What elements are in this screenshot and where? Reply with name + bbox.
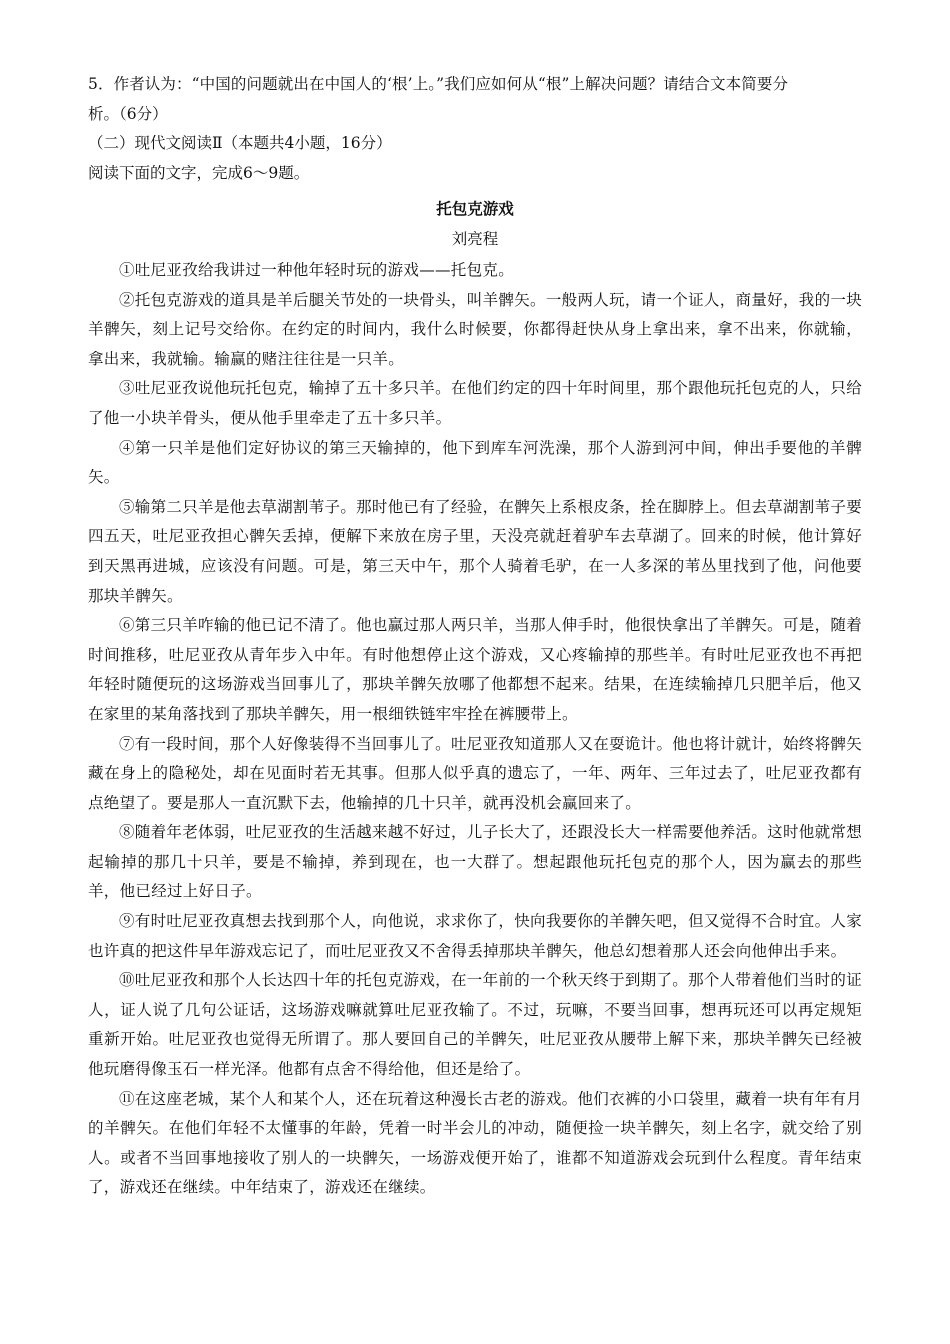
paragraph-4: ④第一只羊是他们定好协议的第三天输掉的，他下到库车河洗澡，那个人游到河中间，伸出手要他的羊髀矢。 [88,438,862,487]
paragraph-9: ⑨有时吐尼亚孜真想去找到那个人，向他说，求求你了，快向我要你的羊髀矢吧，但又觉得不合时宜。人家也许真的把这件早年游戏忘记了，而吐尼亚孜又不舍得丢掉那块羊髀矢，他总幻想着那人还会向他伸出手来。 [88,912,862,960]
section-heading: （二）现代文阅读Ⅱ（本题共4小题，16分） [88,134,392,152]
paragraph-10: ⑩吐尼亚孜和那个人长达四十年的托包克游戏，在一年前的一个秋天终于到期了。那个人带着他们当时的证人，证人说了几句公证话，这场游戏嘛就算吐尼亚孜输了。不过，玩嘛，不要当回事，想再玩还可以再定规矩重新开始。吐尼亚孜也觉得无所谓了。那人要回自己的羊髀矢，吐尼亚孜从腰带上解下来，那块羊髀矢已经被他玩磨得像玉石一样光泽。他都有点舍不得给他，但还是给了。 [88,971,862,1079]
paragraph-5: ⑤输第二只羊是他去草湖割苇子。那时他已有了经验，在髀矢上系根皮条，拴在脚脖上。但去草湖割苇子要四五天，吐尼亚孜担心髀矢丢掉，便解下来放在房子里，天没亮就赶着驴车去草湖了。回来的时候，他计算好到天黑再进城，应该没有问题。可是，第三天中午，那个人骑着毛驴，在一人多深的苇丛里找到了他，问他要那块羊髀矢。 [88,497,862,605]
reading-instruction: 阅读下面的文字，完成6～9题。 [88,163,310,182]
paragraph-6: ⑥第三只羊咋输的他已记不清了。他也赢过那人两只羊，当那人伸手时，他很快拿出了羊髀矢。可是，随着时间推移，吐尼亚孜从青年步入中年。有时他想停止这个游戏，又心疼输掉的那些羊。有时吐尼亚孜也不再把年轻时随便玩的这场游戏当回事儿了，那块羊髀矢放哪了他都想不起来。结果，在连续输掉几只肥羊后，他又在家里的某角落找到了那块羊髀矢，用一根细铁链牢牢拴在裤腰带上。 [88,616,862,723]
paragraph-2: ②托包克游戏的道具是羊后腿关节处的一块骨头，叫羊髀矢。一般两人玩，请一个证人，商量好，我的一块羊髀矢，刻上记号交给你。在约定的时间内，我什么时候要，你都得赶快从身上拿出来，拿不出来，你就输，拿出来，我就输。输赢的赌注往往是一只羊。 [88,290,862,368]
article-title: 托包克游戏 [436,199,514,218]
article-body [88,256,862,1203]
question-5-text: 5．作者认为：“中国的问题就出在中国人的‘根’上。”我们应如何从“根”上解决问题？请结合文本简要分析。（6分） [88,75,788,123]
paragraph-11: ⑪在这座老城，某个人和某个人，还在玩着这种漫长古老的游戏。他们衣裤的小口袋里，藏着一块有年有月的羊髀矢。在他们年轻不太懂事的年龄，凭着一时半会儿的冲动，随便捡一块羊髀矢，刻上名字，就交给了别人。或者不当回事地接收了别人的一块髀矢，一场游戏便开始了，谁都不知道游戏会玩到什么程度。青年结束了，游戏还在继续。中年结束了，游戏还在继续。 [88,1089,862,1197]
paragraph-7: ⑦有一段时间，那个人好像装得不当回事儿了。吐尼亚孜知道那人又在耍诡计。他也将计就计，始终将髀矢藏在身上的隐秘处，却在见面时若无其事。但那人似乎真的遗忘了，一年、两年、三年过去了，吐尼亚孜都有点绝望了。要是那人一直沉默下去，他输掉的几十只羊，就再没机会赢回来了。 [88,734,862,812]
paragraph-3: ③吐尼亚孜说他玩托包克，输掉了五十多只羊。在他们约定的四十年时间里，那个跟他玩托包克的人，只给了他一小块羊骨头，便从他手里牵走了五十多只羊。 [88,379,862,427]
paragraph-1: ①吐尼亚孜给我讲过一种他年轻时玩的游戏——托包克。 [119,261,515,279]
article-author: 刘亮程 [451,230,499,248]
document-page [88,70,862,1203]
question-5 [88,70,788,129]
paragraph-8: ⑧随着年老体弱，吐尼亚孜的生活越来越不好过，儿子长大了，还跟没长大一样需要他养活。这时他就常想起输掉的那几十只羊，要是不输掉，养到现在，也一大群了。想起跟他玩托包克的那个人，因为赢去的那些羊，他已经过上好日子。 [88,823,862,901]
